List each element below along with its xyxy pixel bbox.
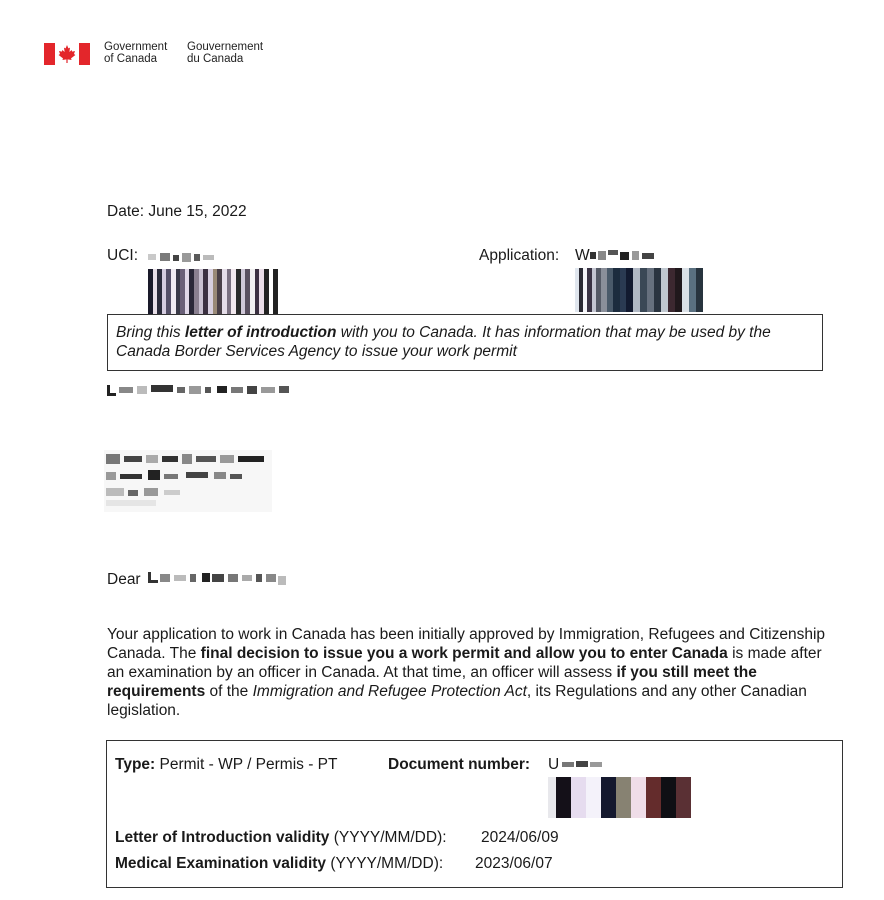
letter-of-introduction-notice xyxy=(107,314,823,371)
para-bold-1: final decision to issue you a work permit and allow you to enter Canada xyxy=(200,645,728,662)
letter-of-introduction-validity xyxy=(115,828,447,847)
application-label: Application: xyxy=(479,247,560,264)
uci-label: UCI: xyxy=(107,247,138,264)
loi-label: Letter of Introduction validity xyxy=(115,829,330,846)
uci-barcode xyxy=(148,269,278,315)
notice-text-part1: Bring this xyxy=(116,324,185,341)
canada-flag-logo xyxy=(44,43,90,65)
para-text-2: is made after an examination by an officer in Canada. At that time, an officer will assess xyxy=(107,645,822,681)
med-format: (YYYY/MM/DD): xyxy=(330,855,444,872)
document-type xyxy=(115,755,338,774)
document-number-label xyxy=(388,755,530,774)
notice-text-part2: with you to Canada. It has information that may be used by the Canada Border Services Agency to issue your work permit xyxy=(116,324,771,360)
application-redacted-value xyxy=(590,249,656,262)
loi-validity-value: 2024/06/09 xyxy=(481,829,559,846)
salutation-label: Dear xyxy=(107,571,141,588)
letter-date xyxy=(107,202,247,221)
gov-en-line1: Government xyxy=(104,41,168,53)
maple-leaf-icon xyxy=(57,44,77,64)
med-label: Medical Examination validity xyxy=(115,855,327,872)
para-text-1: Your application to work in Canada has been initially approved by Immigration, Refugees and Citizenship Canada. The xyxy=(107,626,826,662)
document-number-redacted xyxy=(562,757,604,767)
approval-paragraph xyxy=(107,625,827,720)
date-label: Date: xyxy=(107,203,145,220)
application-barcode xyxy=(575,268,703,312)
uci-redacted-value xyxy=(148,250,216,262)
para-text-4: , its Regulations and any other Canadian legislation. xyxy=(107,683,807,719)
gov-fr-line2: du Canada xyxy=(187,53,244,65)
docnum-label-text: Document number: xyxy=(388,756,531,773)
type-value: Permit - WP / Permis - PT xyxy=(159,756,338,773)
application-prefix: W xyxy=(575,247,590,264)
government-of-canada-wordmark-fr xyxy=(187,41,263,65)
medical-validity-value: 2023/06/07 xyxy=(475,855,553,872)
document-number-barcode xyxy=(548,777,691,818)
notice-text-bold: letter of introduction xyxy=(184,324,337,341)
para-bold-2: if you still meet the requirements xyxy=(107,664,757,700)
para-text-3: of the xyxy=(205,683,253,700)
salutation-name-redacted xyxy=(148,570,288,587)
loi-format: (YYYY/MM/DD): xyxy=(333,829,447,846)
gov-fr-line1: Gouvernement xyxy=(187,41,264,53)
recipient-address-redacted xyxy=(104,450,272,512)
government-of-canada-wordmark-en xyxy=(104,41,167,65)
para-italic-act: Immigration and Refugee Protection Act xyxy=(252,683,527,700)
recipient-name-redacted xyxy=(107,383,292,397)
type-label: Type: xyxy=(115,756,156,773)
gov-en-line2: of Canada xyxy=(104,53,158,65)
medical-examination-validity xyxy=(115,854,443,873)
document-number-prefix: U xyxy=(548,756,560,773)
date-value: June 15, 2022 xyxy=(148,203,247,220)
